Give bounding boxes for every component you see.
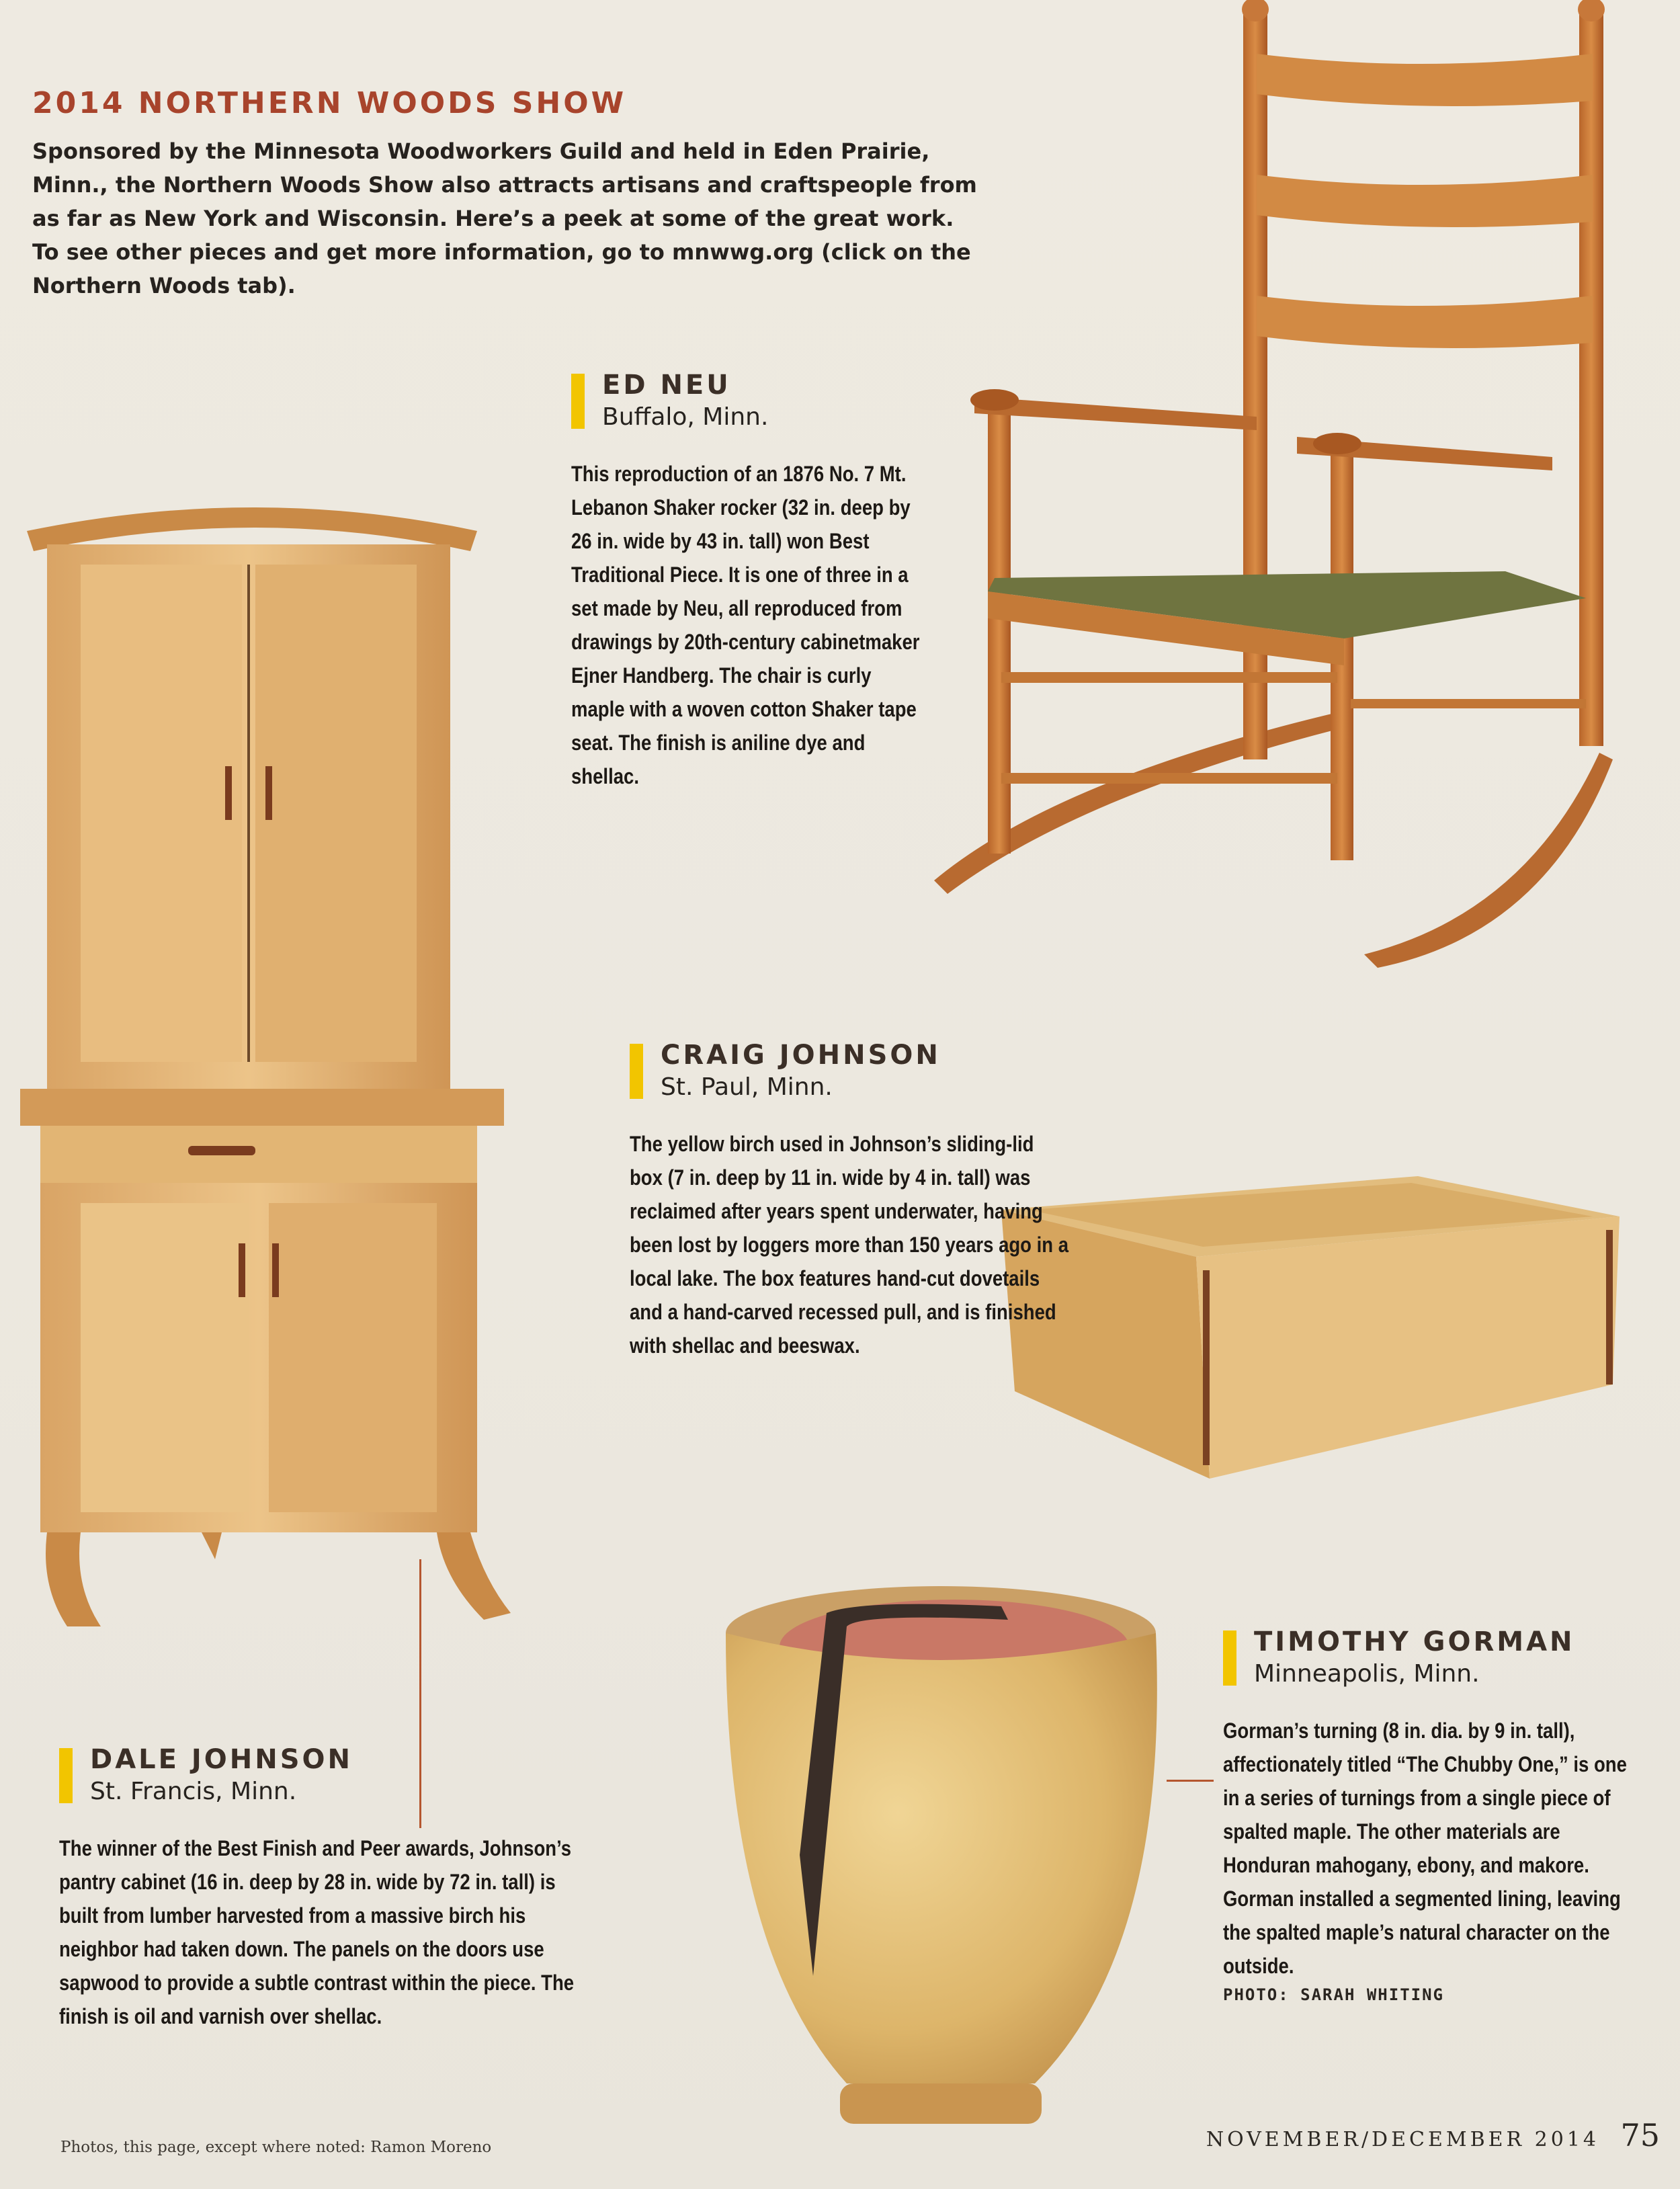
spalted-maple-turning-photo: [712, 1573, 1183, 2157]
turning-leader-line: [1167, 1780, 1214, 1782]
maker-name: TIMOTHY GORMAN: [1254, 1626, 1575, 1657]
entry-description: Gorman’s turning (8 in. dia. by 9 in. tall), affectionately titled “The Chubby One,” is one in a series of turnings from a single piece of spalted maple. The other materials are Honduran mahogany, ebony, and makore. Gorman installed a segmented lining, leaving the spalted maple’s natural character on the outside.: [1223, 1719, 1627, 1978]
accent-bar: [1223, 1630, 1236, 1686]
pantry-cabinet-photo: [20, 497, 551, 1626]
entry-description: The yellow birch used in Johnson’s sliding-lid box (7 in. deep by 11 in. wide by 4 in. tall) was reclaimed after years spent underwater, having been lost by loggers more than 150 years ago in a local lake. The box features hand-cut dovetails and a hand-carved recessed pull, and is finished with shellac and beeswax.: [630, 1132, 1069, 1358]
maker-town: St. Paul, Minn.: [661, 1073, 833, 1101]
accent-bar: [571, 374, 585, 429]
entry-header: [571, 368, 948, 433]
entry-header: [630, 1038, 1127, 1103]
entry-ed-neu: [571, 368, 948, 793]
entry-craig-johnson: [630, 1038, 1127, 1362]
accent-bar: [59, 1748, 73, 1803]
footer-issue: NOVEMBER/DECEMBER 2014: [1206, 2128, 1599, 2151]
entry-timothy-gorman: [1223, 1625, 1653, 2004]
maker-town: Buffalo, Minn.: [602, 403, 769, 431]
entry-header: [1223, 1625, 1653, 1690]
footer-photo-credit: Photos, this page, except where noted: Ramon Moreno: [60, 2139, 492, 2156]
intro-paragraph: Sponsored by the Minnesota Woodworkers Guild and held in Eden Prairie, Minn., the Northern Woods Show also attracts artisans and craftspeople from as far as New York and Wisconsin. Here’s a peek at some of the great work. To see other pieces and get more information, go to mnwwg.org (click on the Northern Woods tab).: [32, 138, 977, 298]
maker-name: CRAIG JOHNSON: [661, 1040, 941, 1071]
rocking-chair-photo: [921, 0, 1667, 1001]
page-number: 75: [1620, 2117, 1660, 2153]
entry-description: This reproduction of an 1876 No. 7 Mt. Lebanon Shaker rocker (32 in. deep by 26 in. wide by 43 in. tall) won Best Traditional Piece. It is one of three in a set made by Neu, all reproduced from drawings by 20th-century cabinetmaker Ejner Handberg. The chair is curly maple with a woven cotton Shaker tape seat. The finish is aniline dye and shellac.: [571, 462, 920, 788]
entry-dale-johnson: [59, 1743, 603, 2033]
photo-credit: PHOTO: SARAH WHITING: [1223, 1985, 1444, 2004]
accent-bar: [630, 1044, 643, 1099]
maker-name: ED NEU: [602, 370, 731, 401]
entry-header: [59, 1743, 603, 1807]
page-headline: 2014 NORTHERN WOODS SHOW: [32, 86, 627, 120]
entry-description: The winner of the Best Finish and Peer awards, Johnson’s pantry cabinet (16 in. deep by 28 in. wide by 72 in. tall) is built from lumber harvested from a massive birch his neighbor had taken down. The panels on the doors use sapwood to provide a subtle contrast within the piece. The finish is oil and varnish over shellac.: [59, 1836, 575, 2028]
maker-town: St. Francis, Minn.: [90, 1778, 297, 1805]
maker-name: DALE JOHNSON: [90, 1744, 353, 1775]
maker-town: Minneapolis, Minn.: [1254, 1660, 1480, 1688]
